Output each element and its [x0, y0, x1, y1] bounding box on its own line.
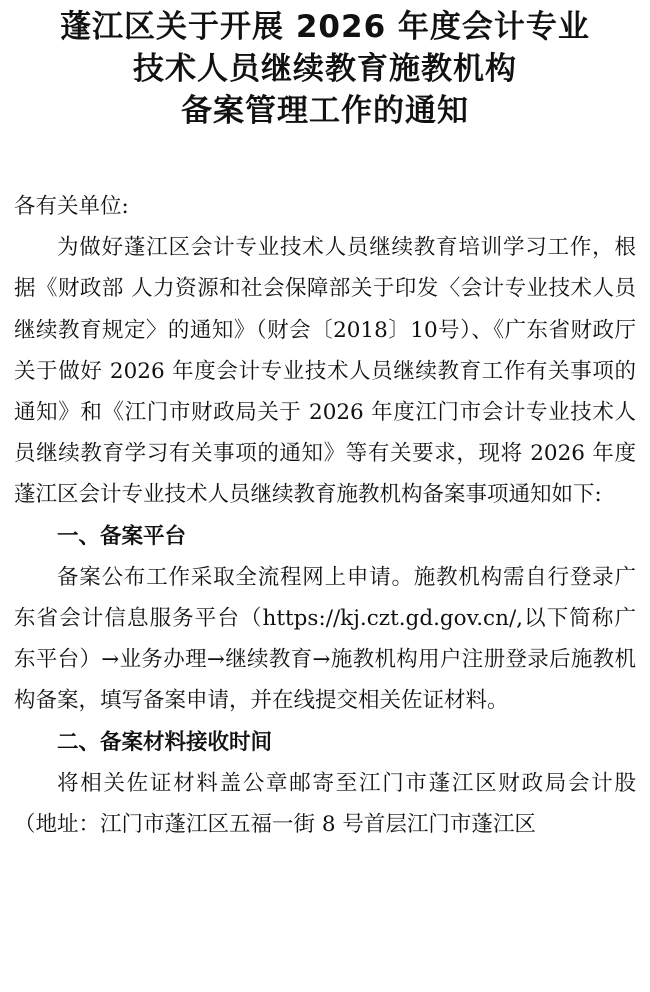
document-title: [14, 0, 636, 132]
section-text-platform: 备案公布工作采取全流程网上申请。施教机构需自行登录广东省会计信息服务平台（https://kj.czt.gd.gov.cn/,以下简称广东平台）→业务办理→继续教育→施教机构用户注册登录后施教机构备案，填写备案申请，并在线提交相关佐证材料。: [14, 564, 636, 714]
intro-paragraph: 为做好蓬江区会计专业技术人员继续教育培训学习工作，根据《财政部 人力资源和社会保障部关于印发〈会计专业技术人员继续教育规定〉的通知》（财会〔2018〕10号）、《广东省财政厅关于做好 2026 年度会计专业技术人员继续教育工作有关事项的通知》和《江门市财政局关于 2026 年度江门市会计专业技术人员继续教育学习有关事项的通知》等有关要求，现将 2026 年度蓬江区会计专业技术人员继续教育施教机构备案事项通知如下:: [14, 235, 636, 508]
title-line-3: 备案管理工作的通知: [181, 93, 469, 129]
title-line-1: 蓬江区关于开展 2026 年度会计专业: [60, 9, 590, 45]
title-line-2: 技术人员继续教育施教机构: [133, 51, 517, 87]
section-heading-platform: 一、备案平台: [57, 523, 187, 549]
section-text-receipt-time: 将相关佐证材料盖公章邮寄至江门市蓬江区财政局会计股（地址：江门市蓬江区五福一街 8 号首层江门市蓬江区: [14, 770, 636, 838]
salutation: 各有关单位:: [14, 194, 129, 219]
document-body: [14, 186, 636, 845]
section-heading-receipt-time: 二、备案材料接收时间: [57, 729, 273, 755]
